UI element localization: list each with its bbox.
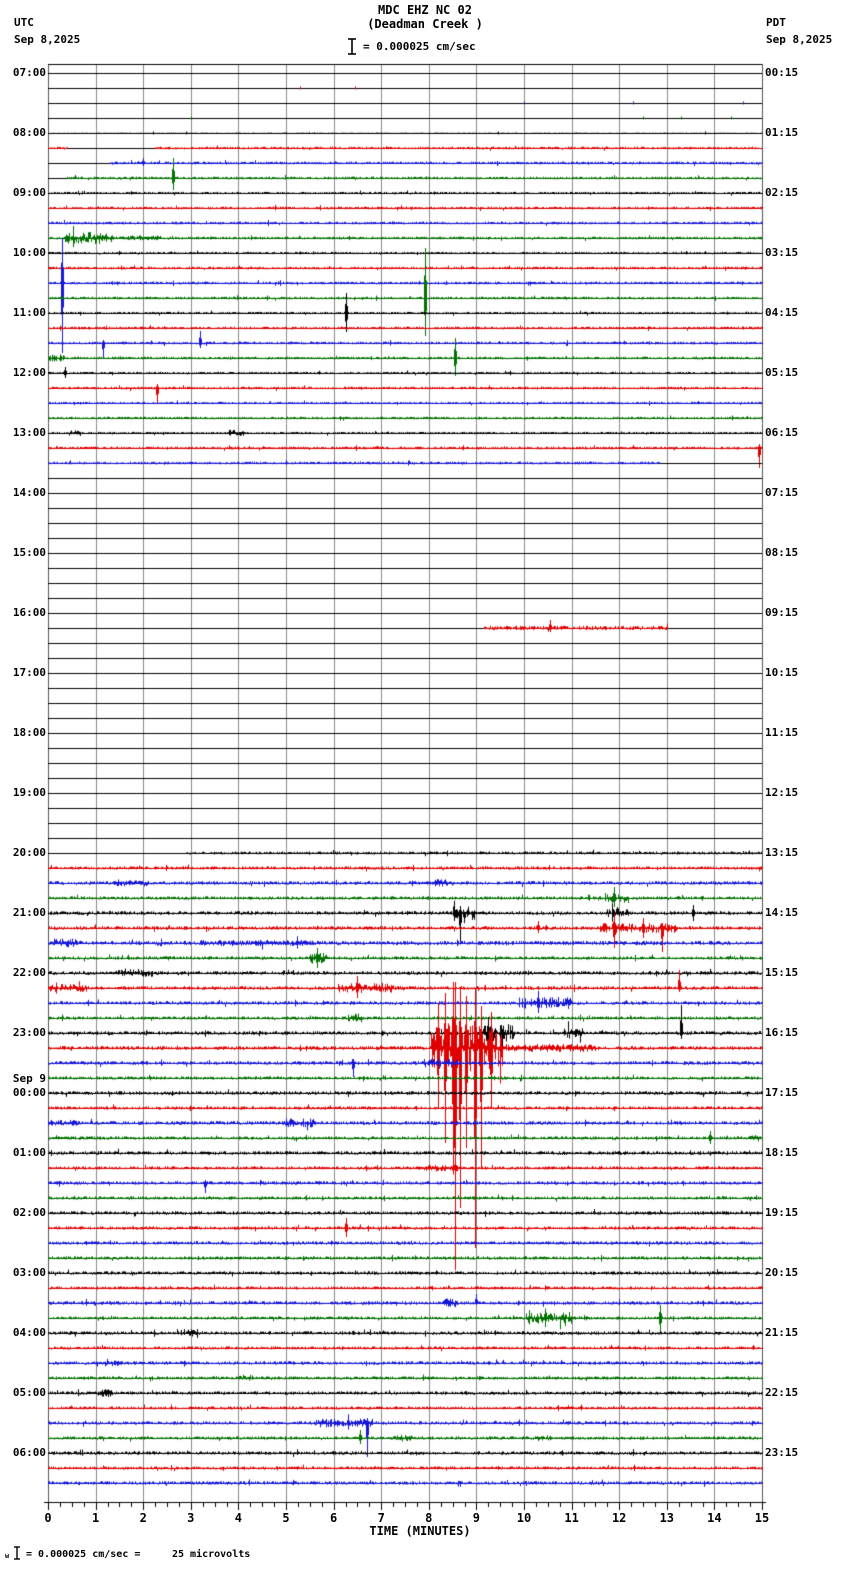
left-hour-label: 18:00 xyxy=(12,726,46,739)
x-axis-tick-label: 12 xyxy=(611,1511,627,1525)
left-hour-label: 09:00 xyxy=(12,186,46,199)
left-hour-label: 06:00 xyxy=(12,1446,46,1459)
left-hour-label: 10:00 xyxy=(12,246,46,259)
left-hour-label: 03:00 xyxy=(12,1266,46,1279)
right-hour-label: 22:15 xyxy=(765,1386,799,1399)
footer-scale-text: = 0.000025 cm/sec = xyxy=(26,1549,141,1560)
x-axis-tick-label: 4 xyxy=(234,1511,242,1525)
right-hour-label: 05:15 xyxy=(765,366,799,379)
left-hour-label: 11:00 xyxy=(12,306,46,319)
day-break-label: Sep 9 xyxy=(12,1072,46,1085)
x-axis-tick-label: 11 xyxy=(564,1511,579,1525)
right-hour-label: 15:15 xyxy=(765,966,799,979)
left-timezone-label: UTC xyxy=(14,16,34,29)
x-axis-tick-label: 0 xyxy=(44,1511,52,1525)
right-hour-label: 04:15 xyxy=(765,306,799,319)
right-hour-label: 17:15 xyxy=(765,1086,799,1099)
x-axis-tick-label: 15 xyxy=(754,1511,770,1525)
right-hour-label: 08:15 xyxy=(765,546,799,559)
x-axis-title: TIME (MINUTES) xyxy=(369,1524,471,1538)
left-hour-label: 00:00 xyxy=(12,1086,46,1099)
left-hour-label: 12:00 xyxy=(12,366,46,379)
right-date-label: Sep 8,2025 xyxy=(766,33,833,46)
x-axis-tick-label: 3 xyxy=(187,1511,195,1525)
left-hour-label: 08:00 xyxy=(12,126,46,139)
right-hour-label: 01:15 xyxy=(765,126,799,139)
x-axis-tick-label: 8 xyxy=(425,1511,433,1525)
footer-scale-bar-icon xyxy=(13,1546,21,1560)
right-timezone-label: PDT xyxy=(766,16,786,29)
left-hour-label: 14:00 xyxy=(12,486,46,499)
x-axis-tick-label: 2 xyxy=(139,1511,147,1525)
footer-microvolts: 25 microvolts xyxy=(172,1549,251,1560)
left-hour-label: 15:00 xyxy=(12,546,46,559)
x-axis-tick-label: 7 xyxy=(377,1511,385,1525)
right-hour-label: 12:15 xyxy=(765,786,799,799)
right-hour-label: 07:15 xyxy=(765,486,799,499)
x-axis-tick-label: 1 xyxy=(91,1511,100,1525)
right-hour-label: 19:15 xyxy=(765,1206,799,1219)
right-hour-label: 10:15 xyxy=(765,666,799,679)
footer-scale-marker: w xyxy=(5,1552,10,1560)
left-hour-label: 20:00 xyxy=(12,846,46,859)
left-hour-label: 07:00 xyxy=(12,66,46,79)
left-hour-label: 05:00 xyxy=(12,1386,46,1399)
station-subtitle: (Deadman Creek ) xyxy=(367,17,483,31)
right-hour-label: 13:15 xyxy=(765,846,799,859)
left-hour-label: 01:00 xyxy=(12,1146,46,1159)
right-hour-label: 20:15 xyxy=(765,1266,799,1279)
right-hour-label: 14:15 xyxy=(765,906,799,919)
left-hour-label: 16:00 xyxy=(12,606,46,619)
left-hour-label: 04:00 xyxy=(12,1326,46,1339)
right-hour-label: 21:15 xyxy=(765,1326,799,1339)
left-hour-label: 21:00 xyxy=(12,906,46,919)
left-hour-label: 22:00 xyxy=(12,966,46,979)
right-hour-label: 00:15 xyxy=(765,66,799,79)
right-hour-label: 16:15 xyxy=(765,1026,799,1039)
right-hour-label: 06:15 xyxy=(765,426,799,439)
right-hour-label: 11:15 xyxy=(765,726,799,739)
x-axis-tick-label: 6 xyxy=(329,1511,338,1525)
right-hour-label: 18:15 xyxy=(765,1146,799,1159)
x-axis-tick-label: 13 xyxy=(659,1511,675,1525)
x-axis-tick-label: 14 xyxy=(707,1511,722,1525)
left-hour-label: 13:00 xyxy=(12,426,46,439)
x-axis-tick-label: 5 xyxy=(282,1511,290,1525)
right-hour-label: 09:15 xyxy=(765,606,799,619)
left-date-label: Sep 8,2025 xyxy=(14,33,81,46)
right-hour-label: 03:15 xyxy=(765,246,799,259)
station-title: MDC EHZ NC 02 xyxy=(378,3,472,17)
left-hour-label: 23:00 xyxy=(12,1026,46,1039)
scale-bar-icon xyxy=(347,38,357,55)
left-hour-label: 19:00 xyxy=(12,786,46,799)
x-axis-tick-label: 9 xyxy=(472,1511,480,1525)
right-hour-label: 23:15 xyxy=(765,1446,799,1459)
right-hour-label: 02:15 xyxy=(765,186,799,199)
x-axis-tick-label: 10 xyxy=(516,1511,532,1525)
scale-value: = 0.000025 cm/sec xyxy=(363,40,476,53)
left-hour-label: 17:00 xyxy=(12,666,46,679)
left-hour-label: 02:00 xyxy=(12,1206,46,1219)
